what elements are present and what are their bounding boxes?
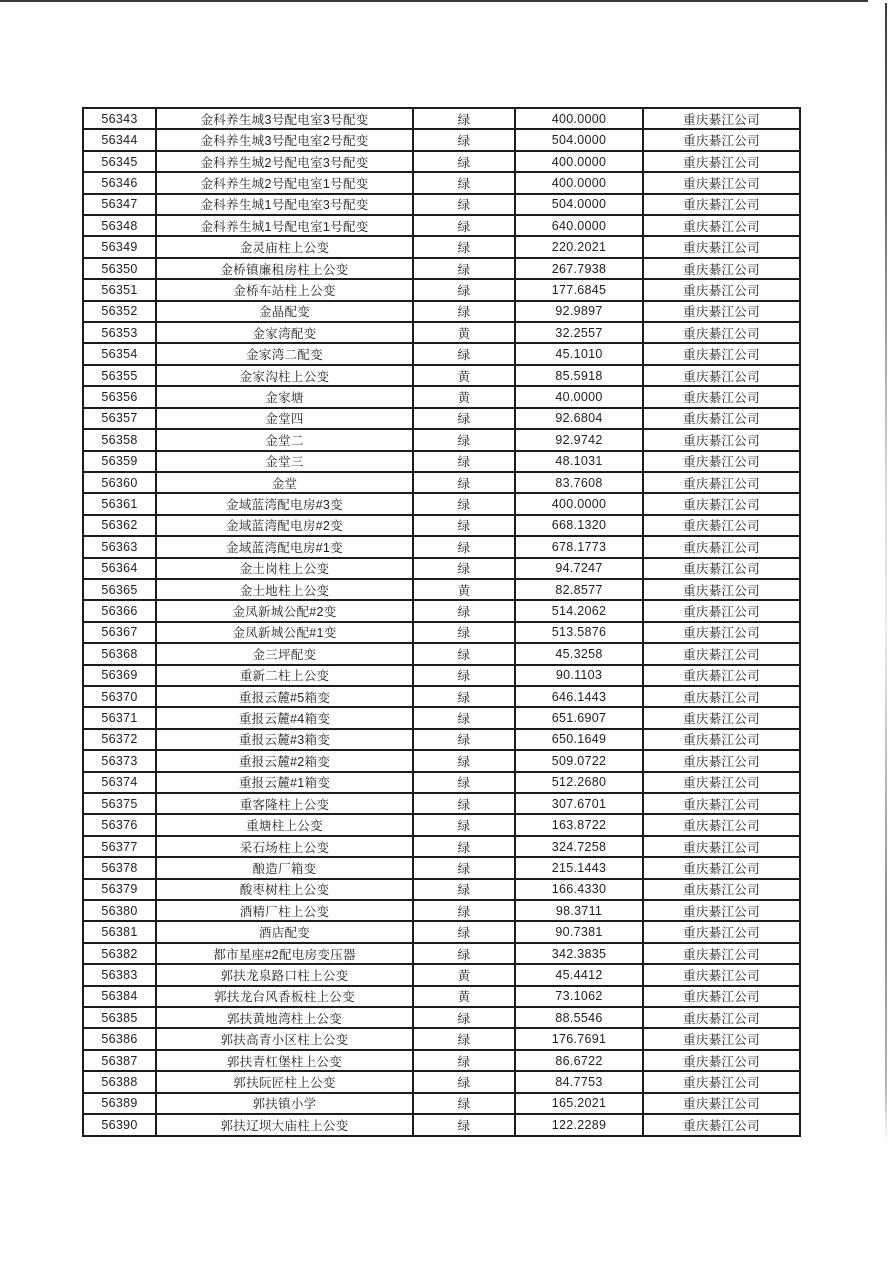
cell-name: 郭扶高青小区柱上公变 xyxy=(156,1028,413,1049)
cell-value: 512.2680 xyxy=(515,772,643,793)
cell-name: 郭扶黄地湾柱上公变 xyxy=(156,1007,413,1028)
cell-company: 重庆綦江公司 xyxy=(643,322,800,343)
table-row xyxy=(83,836,800,857)
cell-status: 黄 xyxy=(413,986,515,1007)
cell-name: 酒精厂柱上公变 xyxy=(156,900,413,921)
table-row xyxy=(83,301,800,322)
cell-id: 56352 xyxy=(83,301,156,322)
cell-value: 122.2289 xyxy=(515,1114,643,1136)
cell-company: 重庆綦江公司 xyxy=(643,172,800,193)
cell-id: 56351 xyxy=(83,279,156,300)
cell-company: 重庆綦江公司 xyxy=(643,429,800,450)
cell-name: 金科养生城2号配电室1号配变 xyxy=(156,172,413,193)
cell-name: 金桥镇廉租房柱上公变 xyxy=(156,258,413,279)
cell-company: 重庆綦江公司 xyxy=(643,1050,800,1071)
cell-company: 重庆綦江公司 xyxy=(643,151,800,172)
cell-name: 金科养生城2号配电室3号配变 xyxy=(156,151,413,172)
cell-name: 酿造厂箱变 xyxy=(156,857,413,878)
cell-status: 绿 xyxy=(413,600,515,621)
cell-company: 重庆綦江公司 xyxy=(643,129,800,150)
table-row xyxy=(83,322,800,343)
cell-name: 金凤新城公配#1变 xyxy=(156,622,413,643)
cell-name: 重新二柱上公变 xyxy=(156,665,413,686)
cell-status: 黄 xyxy=(413,322,515,343)
cell-status: 绿 xyxy=(413,1071,515,1092)
cell-id: 56390 xyxy=(83,1114,156,1136)
cell-id: 56375 xyxy=(83,793,156,814)
cell-company: 重庆綦江公司 xyxy=(643,386,800,407)
cell-id: 56346 xyxy=(83,172,156,193)
cell-status: 绿 xyxy=(413,622,515,643)
cell-id: 56373 xyxy=(83,750,156,771)
cell-value: 165.2021 xyxy=(515,1093,643,1114)
table-row xyxy=(83,1071,800,1092)
table-row xyxy=(83,451,800,472)
cell-value: 678.1773 xyxy=(515,536,643,557)
table-row xyxy=(83,986,800,1007)
cell-value: 215.1443 xyxy=(515,857,643,878)
cell-name: 重报云麓#2箱变 xyxy=(156,750,413,771)
cell-status: 绿 xyxy=(413,301,515,322)
cell-value: 400.0000 xyxy=(515,108,643,129)
cell-value: 177.6845 xyxy=(515,279,643,300)
cell-company: 重庆綦江公司 xyxy=(643,472,800,493)
table-row xyxy=(83,686,800,707)
cell-name: 重客隆柱上公变 xyxy=(156,793,413,814)
cell-status: 绿 xyxy=(413,772,515,793)
table-row xyxy=(83,579,800,600)
cell-company: 重庆綦江公司 xyxy=(643,772,800,793)
cell-id: 56371 xyxy=(83,707,156,728)
cell-value: 220.2021 xyxy=(515,236,643,257)
cell-name: 金凤新城公配#2变 xyxy=(156,600,413,621)
cell-name: 酒店配变 xyxy=(156,921,413,942)
cell-status: 绿 xyxy=(413,1114,515,1136)
cell-id: 56349 xyxy=(83,236,156,257)
cell-value: 514.2062 xyxy=(515,600,643,621)
cell-status: 绿 xyxy=(413,665,515,686)
table-row xyxy=(83,429,800,450)
cell-value: 45.3258 xyxy=(515,643,643,664)
cell-status: 绿 xyxy=(413,408,515,429)
cell-id: 56384 xyxy=(83,986,156,1007)
table-row xyxy=(83,279,800,300)
table-row xyxy=(83,236,800,257)
cell-status: 绿 xyxy=(413,814,515,835)
cell-company: 重庆綦江公司 xyxy=(643,665,800,686)
cell-company: 重庆綦江公司 xyxy=(643,857,800,878)
page-right-edge-line xyxy=(885,3,887,1143)
cell-id: 56381 xyxy=(83,921,156,942)
cell-company: 重庆綦江公司 xyxy=(643,108,800,129)
cell-name: 重报云麓#1箱变 xyxy=(156,772,413,793)
table-row xyxy=(83,215,800,236)
cell-value: 267.7938 xyxy=(515,258,643,279)
cell-value: 85.5918 xyxy=(515,365,643,386)
cell-name: 金灵庙柱上公变 xyxy=(156,236,413,257)
table-row xyxy=(83,857,800,878)
table-row xyxy=(83,536,800,557)
cell-value: 84.7753 xyxy=(515,1071,643,1092)
cell-company: 重庆綦江公司 xyxy=(643,536,800,557)
cell-name: 采石场柱上公变 xyxy=(156,836,413,857)
cell-value: 163.8722 xyxy=(515,814,643,835)
cell-name: 金家塘 xyxy=(156,386,413,407)
cell-company: 重庆綦江公司 xyxy=(643,236,800,257)
cell-value: 82.8577 xyxy=(515,579,643,600)
table-row xyxy=(83,750,800,771)
cell-status: 绿 xyxy=(413,493,515,514)
cell-id: 56377 xyxy=(83,836,156,857)
table-row xyxy=(83,600,800,621)
cell-name: 郭扶阮匠柱上公变 xyxy=(156,1071,413,1092)
cell-id: 56358 xyxy=(83,429,156,450)
cell-id: 56372 xyxy=(83,729,156,750)
cell-value: 90.1103 xyxy=(515,665,643,686)
cell-company: 重庆綦江公司 xyxy=(643,515,800,536)
table-row xyxy=(83,108,800,129)
cell-value: 45.1010 xyxy=(515,343,643,364)
table-row xyxy=(83,665,800,686)
table-row xyxy=(83,172,800,193)
cell-value: 307.6701 xyxy=(515,793,643,814)
cell-id: 56380 xyxy=(83,900,156,921)
cell-id: 56382 xyxy=(83,943,156,964)
cell-name: 金家沟柱上公变 xyxy=(156,365,413,386)
table-row xyxy=(83,900,800,921)
cell-status: 绿 xyxy=(413,236,515,257)
cell-id: 56361 xyxy=(83,493,156,514)
cell-value: 400.0000 xyxy=(515,493,643,514)
cell-status: 绿 xyxy=(413,921,515,942)
cell-value: 48.1031 xyxy=(515,451,643,472)
cell-id: 56378 xyxy=(83,857,156,878)
cell-status: 绿 xyxy=(413,558,515,579)
cell-status: 绿 xyxy=(413,172,515,193)
table-row xyxy=(83,343,800,364)
cell-name: 金堂四 xyxy=(156,408,413,429)
cell-id: 56369 xyxy=(83,665,156,686)
cell-value: 94.7247 xyxy=(515,558,643,579)
cell-value: 92.9742 xyxy=(515,429,643,450)
cell-id: 56363 xyxy=(83,536,156,557)
cell-value: 324.7258 xyxy=(515,836,643,857)
cell-name: 金家湾配变 xyxy=(156,322,413,343)
cell-company: 重庆綦江公司 xyxy=(643,1093,800,1114)
cell-id: 56383 xyxy=(83,964,156,985)
cell-status: 黄 xyxy=(413,964,515,985)
cell-company: 重庆綦江公司 xyxy=(643,879,800,900)
cell-status: 绿 xyxy=(413,836,515,857)
cell-name: 金家湾二配变 xyxy=(156,343,413,364)
cell-id: 56354 xyxy=(83,343,156,364)
cell-company: 重庆綦江公司 xyxy=(643,729,800,750)
table-row xyxy=(83,793,800,814)
cell-status: 绿 xyxy=(413,1050,515,1071)
cell-status: 绿 xyxy=(413,108,515,129)
cell-name: 都市星座#2配电房变压器 xyxy=(156,943,413,964)
cell-company: 重庆綦江公司 xyxy=(643,836,800,857)
table-row xyxy=(83,814,800,835)
cell-status: 绿 xyxy=(413,729,515,750)
cell-status: 绿 xyxy=(413,750,515,771)
cell-value: 98.3711 xyxy=(515,900,643,921)
cell-id: 56386 xyxy=(83,1028,156,1049)
cell-value: 513.5876 xyxy=(515,622,643,643)
cell-status: 绿 xyxy=(413,900,515,921)
cell-value: 668.1320 xyxy=(515,515,643,536)
cell-id: 56343 xyxy=(83,108,156,129)
table-row xyxy=(83,365,800,386)
cell-name: 重报云麓#3箱变 xyxy=(156,729,413,750)
cell-id: 56355 xyxy=(83,365,156,386)
table-row xyxy=(83,729,800,750)
cell-id: 56344 xyxy=(83,129,156,150)
cell-status: 绿 xyxy=(413,857,515,878)
cell-value: 176.7691 xyxy=(515,1028,643,1049)
cell-id: 56360 xyxy=(83,472,156,493)
cell-name: 金堂 xyxy=(156,472,413,493)
cell-company: 重庆綦江公司 xyxy=(643,493,800,514)
table-row xyxy=(83,643,800,664)
cell-status: 绿 xyxy=(413,1028,515,1049)
cell-value: 45.4412 xyxy=(515,964,643,985)
cell-id: 56388 xyxy=(83,1071,156,1092)
cell-company: 重庆綦江公司 xyxy=(643,1071,800,1092)
table-row xyxy=(83,622,800,643)
cell-status: 绿 xyxy=(413,151,515,172)
cell-value: 504.0000 xyxy=(515,194,643,215)
cell-value: 509.0722 xyxy=(515,750,643,771)
cell-company: 重庆綦江公司 xyxy=(643,600,800,621)
cell-company: 重庆綦江公司 xyxy=(643,451,800,472)
cell-status: 绿 xyxy=(413,686,515,707)
cell-company: 重庆綦江公司 xyxy=(643,964,800,985)
cell-company: 重庆綦江公司 xyxy=(643,579,800,600)
cell-name: 金科养生城1号配电室3号配变 xyxy=(156,194,413,215)
cell-value: 640.0000 xyxy=(515,215,643,236)
cell-id: 56385 xyxy=(83,1007,156,1028)
cell-status: 黄 xyxy=(413,365,515,386)
cell-company: 重庆綦江公司 xyxy=(643,343,800,364)
cell-company: 重庆綦江公司 xyxy=(643,643,800,664)
cell-id: 56350 xyxy=(83,258,156,279)
cell-status: 绿 xyxy=(413,1007,515,1028)
table-row xyxy=(83,129,800,150)
table-row xyxy=(83,1028,800,1049)
table-row xyxy=(83,943,800,964)
cell-name: 金桥车站柱上公变 xyxy=(156,279,413,300)
cell-status: 绿 xyxy=(413,258,515,279)
cell-company: 重庆綦江公司 xyxy=(643,215,800,236)
cell-status: 绿 xyxy=(413,215,515,236)
cell-company: 重庆綦江公司 xyxy=(643,558,800,579)
cell-name: 重报云麓#5箱变 xyxy=(156,686,413,707)
table-row xyxy=(83,1114,800,1136)
table-row xyxy=(83,921,800,942)
table-row xyxy=(83,1050,800,1071)
page-top-edge-line xyxy=(0,0,868,2)
cell-company: 重庆綦江公司 xyxy=(643,707,800,728)
cell-id: 56366 xyxy=(83,600,156,621)
table-row xyxy=(83,386,800,407)
cell-company: 重庆綦江公司 xyxy=(643,943,800,964)
cell-id: 56379 xyxy=(83,879,156,900)
cell-status: 绿 xyxy=(413,943,515,964)
cell-company: 重庆綦江公司 xyxy=(643,814,800,835)
cell-name: 重塘柱上公变 xyxy=(156,814,413,835)
cell-value: 92.9897 xyxy=(515,301,643,322)
cell-value: 646.1443 xyxy=(515,686,643,707)
table-body xyxy=(83,108,800,1136)
table-row xyxy=(83,1007,800,1028)
cell-value: 40.0000 xyxy=(515,386,643,407)
cell-name: 金科养生城1号配电室1号配变 xyxy=(156,215,413,236)
cell-company: 重庆綦江公司 xyxy=(643,750,800,771)
cell-name: 金科养生城3号配电室2号配变 xyxy=(156,129,413,150)
cell-id: 56368 xyxy=(83,643,156,664)
table-row xyxy=(83,772,800,793)
cell-company: 重庆綦江公司 xyxy=(643,986,800,1007)
table-row xyxy=(83,258,800,279)
cell-name: 金土地柱上公变 xyxy=(156,579,413,600)
cell-status: 绿 xyxy=(413,194,515,215)
cell-name: 金域蓝湾配电房#1变 xyxy=(156,536,413,557)
cell-name: 金域蓝湾配电房#2变 xyxy=(156,515,413,536)
cell-id: 56347 xyxy=(83,194,156,215)
cell-status: 绿 xyxy=(413,429,515,450)
cell-status: 绿 xyxy=(413,279,515,300)
cell-value: 83.7608 xyxy=(515,472,643,493)
cell-id: 56376 xyxy=(83,814,156,835)
cell-status: 黄 xyxy=(413,386,515,407)
cell-name: 郭扶青杠堡柱上公变 xyxy=(156,1050,413,1071)
cell-company: 重庆綦江公司 xyxy=(643,921,800,942)
cell-name: 金堂二 xyxy=(156,429,413,450)
cell-company: 重庆綦江公司 xyxy=(643,1028,800,1049)
cell-id: 56356 xyxy=(83,386,156,407)
table-row xyxy=(83,964,800,985)
cell-status: 绿 xyxy=(413,129,515,150)
table-row xyxy=(83,558,800,579)
cell-name: 酸枣树柱上公变 xyxy=(156,879,413,900)
cell-id: 56348 xyxy=(83,215,156,236)
cell-value: 86.6722 xyxy=(515,1050,643,1071)
cell-company: 重庆綦江公司 xyxy=(643,900,800,921)
cell-name: 重报云麓#4箱变 xyxy=(156,707,413,728)
cell-status: 黄 xyxy=(413,579,515,600)
cell-id: 56359 xyxy=(83,451,156,472)
cell-status: 绿 xyxy=(413,707,515,728)
cell-company: 重庆綦江公司 xyxy=(643,622,800,643)
cell-company: 重庆綦江公司 xyxy=(643,1114,800,1136)
cell-value: 73.1062 xyxy=(515,986,643,1007)
cell-value: 32.2557 xyxy=(515,322,643,343)
cell-value: 92.6804 xyxy=(515,408,643,429)
cell-status: 绿 xyxy=(413,1093,515,1114)
table-row xyxy=(83,493,800,514)
cell-name: 郭扶龙泉路口柱上公变 xyxy=(156,964,413,985)
cell-name: 郭扶镇小学 xyxy=(156,1093,413,1114)
cell-value: 400.0000 xyxy=(515,151,643,172)
cell-id: 56367 xyxy=(83,622,156,643)
cell-value: 650.1649 xyxy=(515,729,643,750)
cell-value: 651.6907 xyxy=(515,707,643,728)
cell-company: 重庆綦江公司 xyxy=(643,408,800,429)
cell-status: 绿 xyxy=(413,515,515,536)
cell-id: 56389 xyxy=(83,1093,156,1114)
cell-name: 金三坪配变 xyxy=(156,643,413,664)
cell-company: 重庆綦江公司 xyxy=(643,301,800,322)
cell-status: 绿 xyxy=(413,536,515,557)
cell-name: 金晶配变 xyxy=(156,301,413,322)
cell-id: 56362 xyxy=(83,515,156,536)
cell-id: 56365 xyxy=(83,579,156,600)
table-row xyxy=(83,151,800,172)
cell-status: 绿 xyxy=(413,879,515,900)
cell-name: 郭扶辽坝大庙柱上公变 xyxy=(156,1114,413,1136)
cell-company: 重庆綦江公司 xyxy=(643,279,800,300)
table-row xyxy=(83,194,800,215)
cell-id: 56374 xyxy=(83,772,156,793)
cell-value: 90.7381 xyxy=(515,921,643,942)
equipment-table xyxy=(82,107,801,1137)
cell-id: 56357 xyxy=(83,408,156,429)
cell-value: 88.5546 xyxy=(515,1007,643,1028)
cell-name: 郭扶龙台风香板柱上公变 xyxy=(156,986,413,1007)
cell-id: 56370 xyxy=(83,686,156,707)
cell-id: 56387 xyxy=(83,1050,156,1071)
cell-name: 金土岗柱上公变 xyxy=(156,558,413,579)
cell-value: 166.4330 xyxy=(515,879,643,900)
cell-company: 重庆綦江公司 xyxy=(643,1007,800,1028)
table-row xyxy=(83,408,800,429)
cell-value: 504.0000 xyxy=(515,129,643,150)
cell-id: 56364 xyxy=(83,558,156,579)
cell-id: 56353 xyxy=(83,322,156,343)
cell-company: 重庆綦江公司 xyxy=(643,194,800,215)
table-row xyxy=(83,472,800,493)
table-row xyxy=(83,1093,800,1114)
cell-value: 342.3835 xyxy=(515,943,643,964)
cell-name: 金域蓝湾配电房#3变 xyxy=(156,493,413,514)
cell-status: 绿 xyxy=(413,793,515,814)
cell-value: 400.0000 xyxy=(515,172,643,193)
table-row xyxy=(83,879,800,900)
table-row xyxy=(83,515,800,536)
cell-name: 金堂三 xyxy=(156,451,413,472)
cell-id: 56345 xyxy=(83,151,156,172)
cell-status: 绿 xyxy=(413,343,515,364)
table-row xyxy=(83,707,800,728)
cell-company: 重庆綦江公司 xyxy=(643,686,800,707)
cell-status: 绿 xyxy=(413,451,515,472)
cell-name: 金科养生城3号配电室3号配变 xyxy=(156,108,413,129)
cell-company: 重庆綦江公司 xyxy=(643,258,800,279)
cell-company: 重庆綦江公司 xyxy=(643,365,800,386)
cell-status: 绿 xyxy=(413,472,515,493)
cell-status: 绿 xyxy=(413,643,515,664)
cell-company: 重庆綦江公司 xyxy=(643,793,800,814)
